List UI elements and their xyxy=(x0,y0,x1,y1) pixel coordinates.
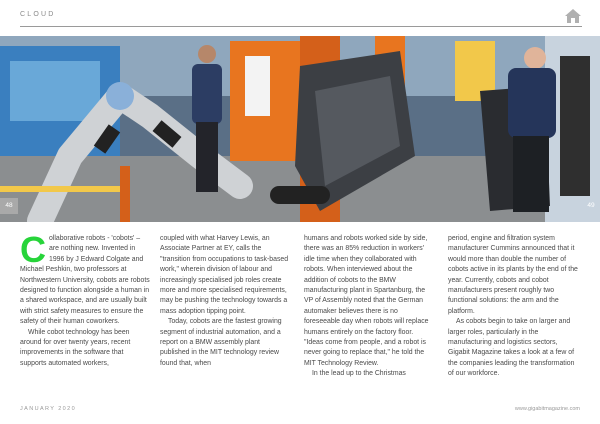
article-paragraph: period, engine and filtration system manufacturer Cummins announced that it would more than double the number of cobots active in its plants by the end of the year. Currently, cobots and cobot manufacturers present roughly two functional solutions: the arm and the platform. xyxy=(448,235,578,315)
article-paragraph: humans and robots worked side by side, there was an 85% reduction in workers' idle time when they collaborated with robots. When interviewed about the addition of cobots to the BMW manufacturing plant in Spartanburg, the VP of Assembly noted that the German automaker believes there is no foreseeable day when robots will replace humans entirely on the factory floor. "Ideas come from people, and a robot is never going to replace that," he told the MIT Technology Review. xyxy=(304,235,429,367)
page-number-right: 49 xyxy=(587,202,595,209)
article-column-1 xyxy=(20,229,150,369)
article-column-2 xyxy=(160,234,290,369)
article-paragraph: Collaborative robots - 'cobots' – are nothing new. Invented in 1996 by J Edward Colgate and Michael Peshkin, two professors at Northwestern University, cobots are robots designed to function alongside a human in a shared workspace, and are usually built with strict safety measures to ensure the safety of their human coworkers. xyxy=(20,229,150,326)
header-divider xyxy=(20,26,582,27)
article-body xyxy=(20,229,582,394)
article-paragraph: Today, cobots are the fastest growing segment of industrial automation, and a report on a BMW assembly plant published in the MIT technology review found that, when xyxy=(160,318,282,367)
issue-date: JANUARY 2020 xyxy=(20,406,77,412)
factory-cobot-photo xyxy=(0,36,600,222)
article-paragraph: In the lead up to the Christmas xyxy=(312,370,406,378)
website-link[interactable]: www.gigabitmagazine.com xyxy=(514,406,580,412)
dropcap: C xyxy=(20,229,46,270)
page-number-left: 48 xyxy=(0,198,18,214)
article-paragraph: coupled with what Harvey Lewis, an Associate Partner at EY, calls the "transition from occupations to task-based work," wherein division of labour and increasingly specialised job roles create more and more specialised requirements, may be pushing the technology towards a mass adoption tipping point. xyxy=(160,235,289,315)
section-label: CLOUD xyxy=(20,11,56,18)
article-column-3 xyxy=(304,234,434,380)
article-paragraph: While cobot technology has been around for over twenty years, recent improvements in the software that supports automated workers, xyxy=(20,328,131,367)
article-paragraph: As cobots begin to take on larger and larger roles, particularly in the manufacturing and logistics sectors, Gigabit Magazine takes a look at a few of the companies leading the transformation of our workforce. xyxy=(448,318,575,378)
home-icon[interactable] xyxy=(565,9,581,23)
article-column-4 xyxy=(448,234,578,380)
